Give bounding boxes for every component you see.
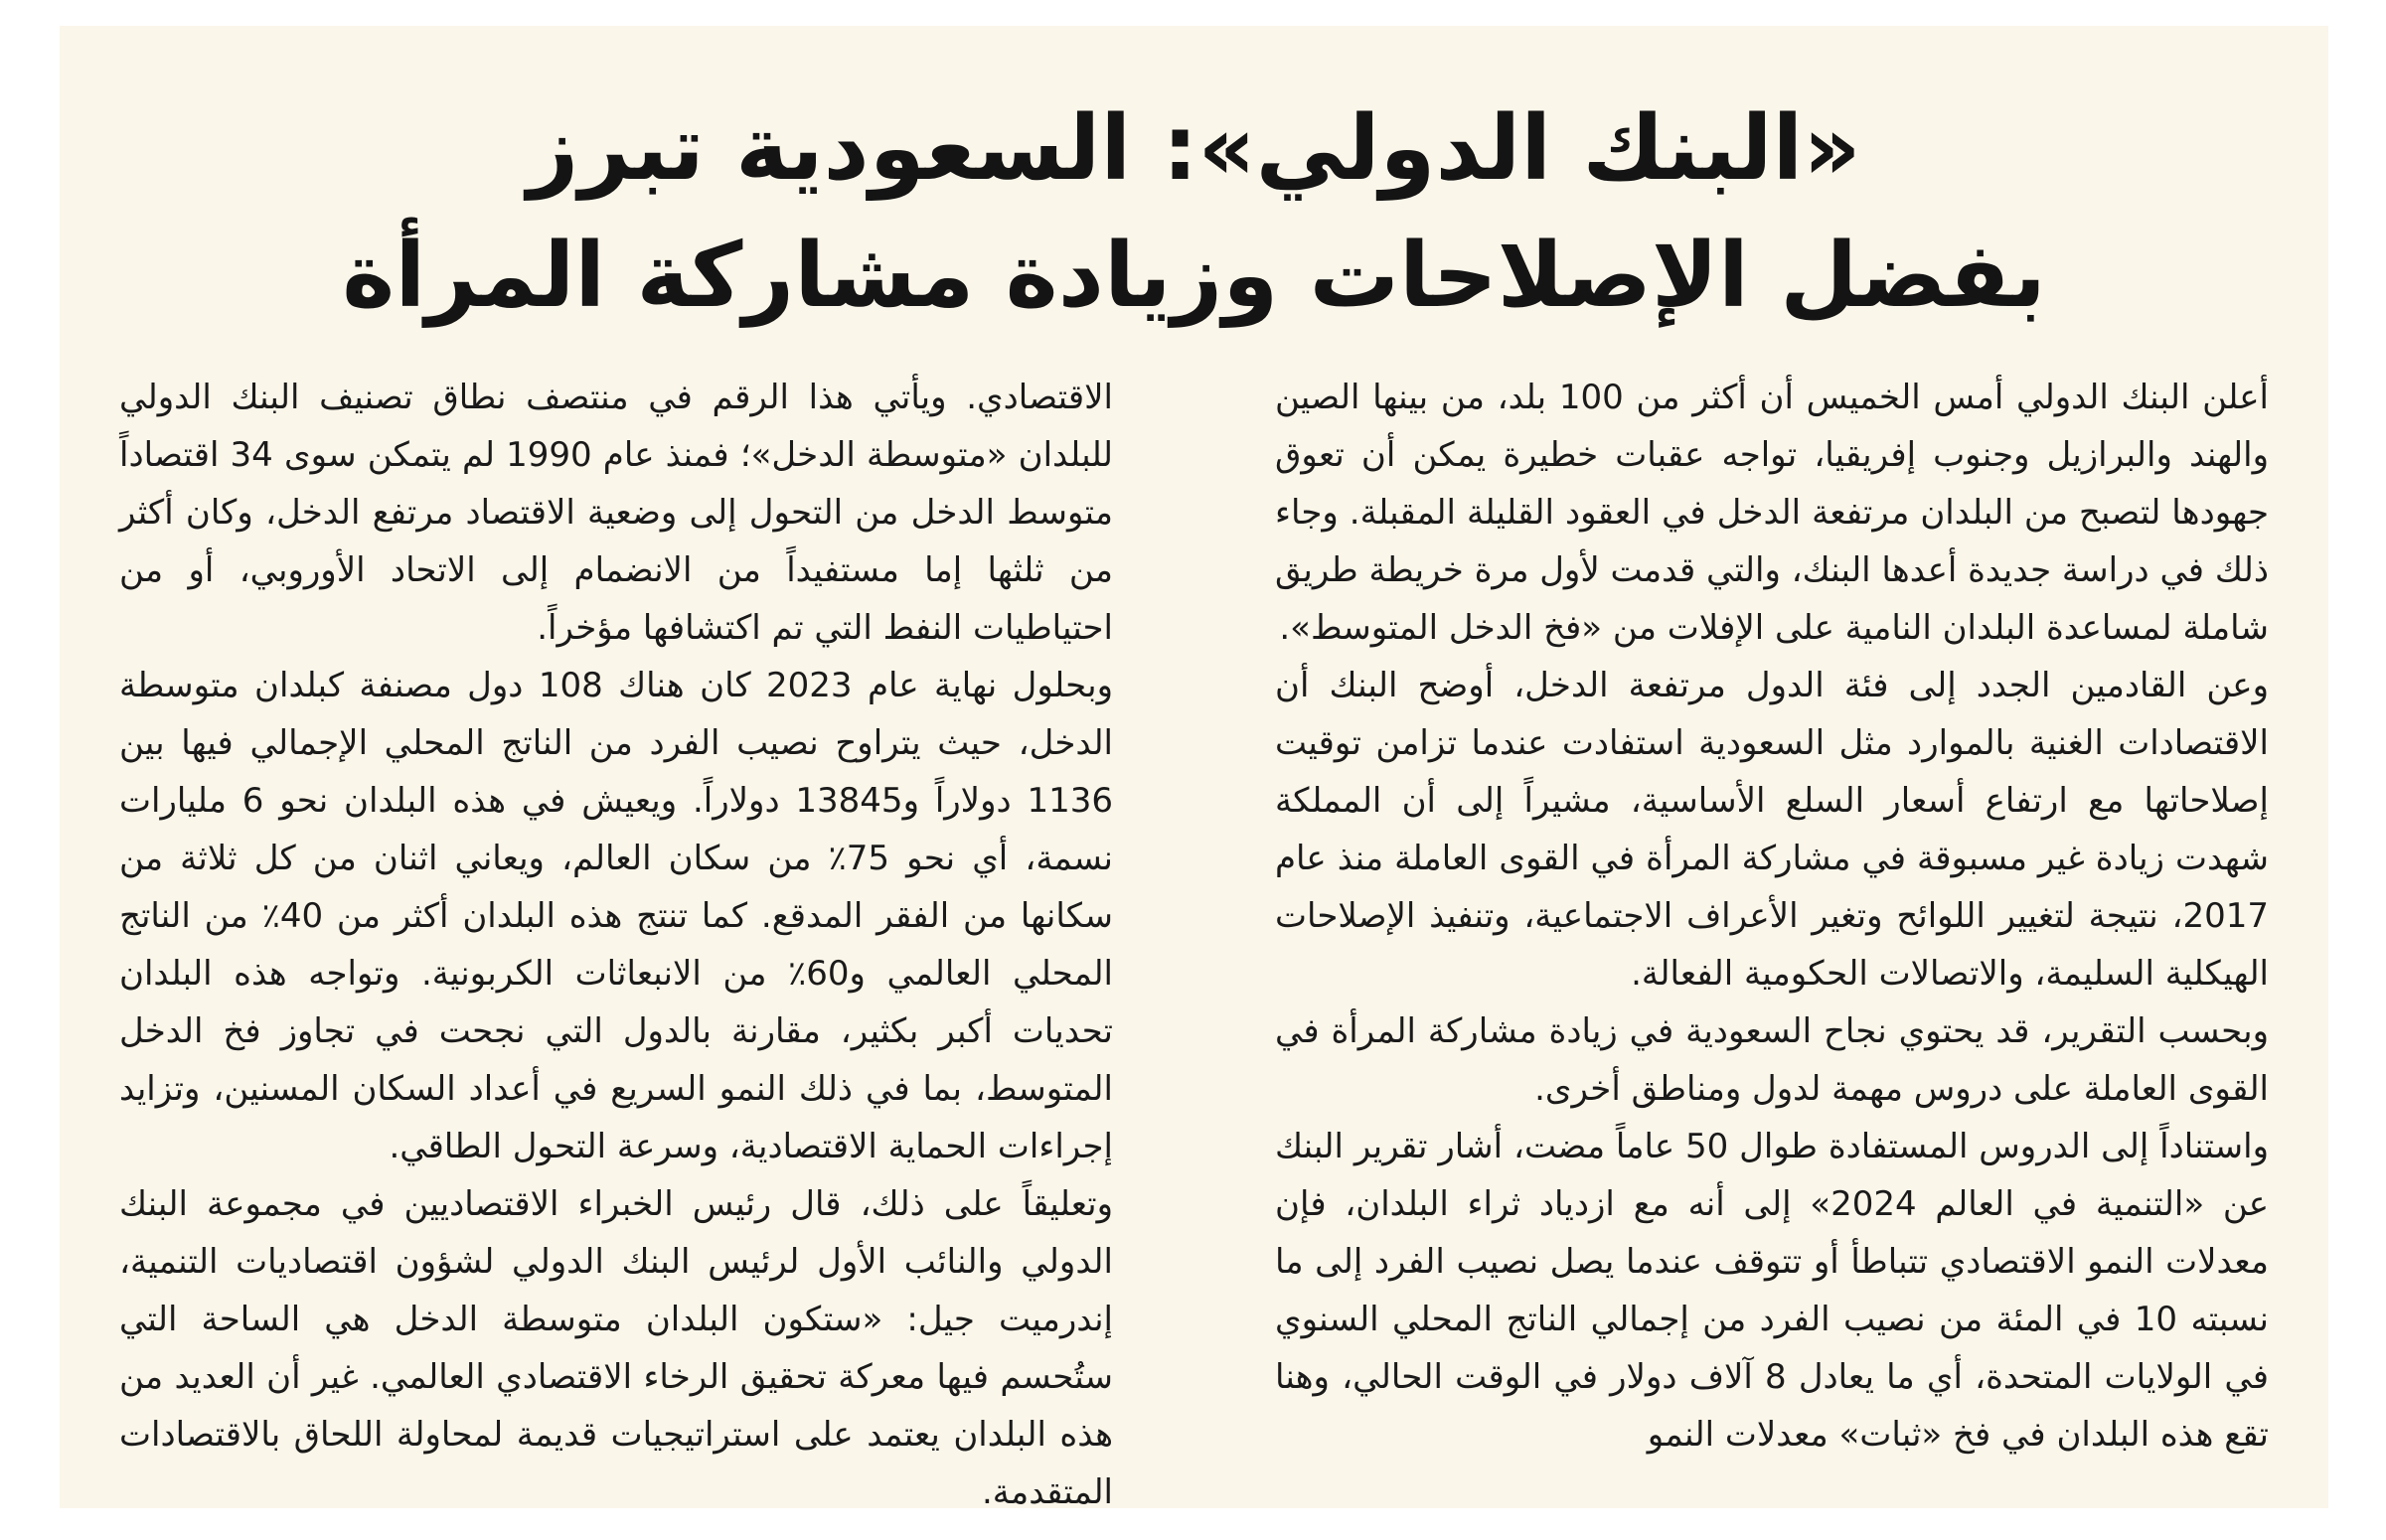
article-headline	[60, 85, 2328, 340]
paragraph: وتعليقاً على ذلك، قال رئيس الخبراء الاقتصاديين في مجموعة البنك الدولي والنائب الأول لرئيس البنك الدولي لشؤون اقتصاديات التنمية، إندرميت جيل: «ستكون البلدان متوسطة الدخل هي الساحة التي ستُحسم فيها معركة تحقيق الرخاء الاقتصادي العالمي. غير أن العديد من هذه البلدان يعتمد على استراتيجيات قديمة لمحاولة اللحاق بالاقتصادات المتقدمة.	[119, 1184, 1113, 1512]
paragraph: وعن القادمين الجدد إلى فئة الدول مرتفعة الدخل، أوضح البنك أن الاقتصادات الغنية بالموارد مثل السعودية استفادت عندما تزامن توقيت إصلاحاتها مع ارتفاع أسعار السلع الأساسية، مشيراً إلى أن المملكة شهدت زيادة غير مسبوقة في مشاركة المرأة في القوى العاملة منذ عام 2017، نتيجة لتغيير اللوائح وتغير الأعراف الاجتماعية، وتنفيذ الإصلاحات الهيكلية السليمة، والاتصالات الحكومية الفعالة.	[1275, 666, 2269, 994]
paragraph: واستناداً إلى الدروس المستفادة طوال 50 عاماً مضت، أشار تقرير البنك عن «التنمية في العالم 2024» إلى أنه مع ازدياد ثراء البلدان، فإن معدلات النمو الاقتصادي تتباطأ أو تتوقف عندما يصل نصيب الفرد إلى ما نسبته 10 في المئة من نصيب الفرد من إجمالي الناتج المحلي السنوي في الولايات المتحدة، أي ما يعادل 8 آلاف دولار في الوقت الحالي، وهنا تقع هذه البلدان في فخ «ثبات» معدلات النمو	[1275, 1127, 2270, 1455]
paragraph: الاقتصادي. ويأتي هذا الرقم في منتصف نطاق تصنيف البنك الدولي للبلدان «متوسطة الدخل»؛ فمنذ عام 1990 لم يتمكن سوى 34 اقتصاداً متوسط الدخل من التحول إلى وضعية الاقتصاد مرتفع الدخل، وكان أكثر من ثلثها إما مستفيداً من الانضمام إلى الاتحاد الأوروبي، أو من احتياطيات النفط التي تم اكتشافها مؤخراً.	[119, 378, 1113, 648]
headline-line-2: بفضل الإصلاحات وزيادة مشاركة المرأة	[342, 224, 2046, 328]
article-column-left	[119, 369, 1113, 1521]
article-column-right	[1275, 369, 2269, 1463]
headline-line-1: «البنك الدولي»: السعودية تبرز	[527, 96, 1861, 201]
paragraph: وبحسب التقرير، قد يحتوي نجاح السعودية في زيادة مشاركة المرأة في القوى العاملة على دروس مهمة لدول ومناطق أخرى.	[1275, 1011, 2269, 1109]
paragraph: أعلن البنك الدولي أمس الخميس أن أكثر من 100 بلد، من بينها الصين والهند والبرازيل وجنوب إفريقيا، تواجه عقبات خطيرة يمكن أن تعوق جهودها لتصبح من البلدان مرتفعة الدخل في العقود القليلة المقبلة. وجاء ذلك في دراسة جديدة أعدها البنك، والتي قدمت لأول مرة خريطة طريق شاملة لمساعدة البلدان النامية على الإفلات من «فخ الدخل المتوسط».	[1275, 378, 2270, 648]
newspaper-clipping	[60, 26, 2328, 1512]
paragraph: وبحلول نهاية عام 2023 كان هناك 108 دول مصنفة كبلدان متوسطة الدخل، حيث يتراوح نصيب الفرد من الناتج المحلي الإجمالي فيها بين 1136 دولاراً و13845 دولاراً. ويعيش في هذه البلدان نحو 6 مليارات نسمة، أي نحو 75٪ من سكان العالم، ويعاني اثنان من كل ثلاثة من سكانها من الفقر المدقع. كما تنتج هذه البلدان أكثر من 40٪ من الناتج المحلي العالمي و60٪ من الانبعاثات الكربونية. وتواجه هذه البلدان تحديات أكبر بكثير، مقارنة بالدول التي نجحت في تجاوز فخ الدخل المتوسط، بما في ذلك النمو السريع في أعداد السكان المسنين، وتزايد إجراءات الحماية الاقتصادية، وسرعة التحول الطاقي.	[119, 666, 1113, 1166]
